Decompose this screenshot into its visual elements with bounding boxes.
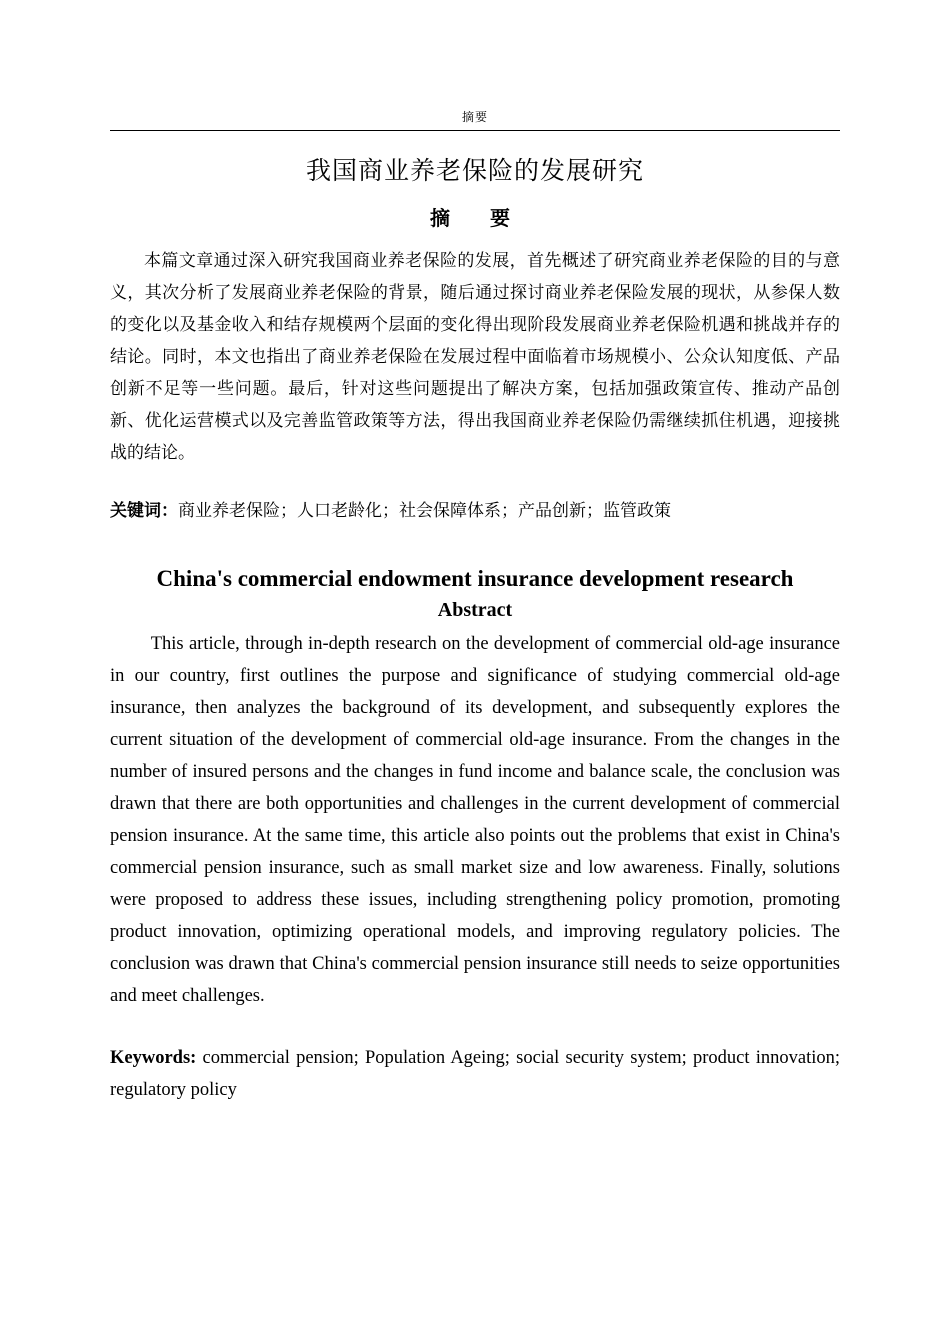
header-divider xyxy=(110,130,840,131)
keywords-label-cn: 关键词： xyxy=(110,500,178,521)
abstract-body-en: This article, through in-depth research on the development of commercial old-age insurance in our country, first outlines the purpose and significance of studying commercial old-age insurance, then analyzes the background of its development, and subsequently explores the current situation of the development of commercial old-age insurance. From the changes in the number of insured persons and the changes in fund income and balance scale, the conclusion was drawn that there are both opportunities and challenges in the current development of commercial pension insurance. At the same time, this article also points out the problems that exist in China's commercial pension insurance, such as small market size and low awareness. Finally, solutions were proposed to address these issues, including strengthening policy promotion, promoting product innovation, optimizing operational models, and improving regulatory policies. The conclusion was drawn that China's commercial pension insurance still needs to seize opportunities and meet challenges. xyxy=(110,634,840,1007)
abstract-heading-en: Abstract xyxy=(437,599,513,622)
keywords-cn xyxy=(110,495,840,527)
keywords-en xyxy=(110,1042,840,1106)
running-header: 摘要 xyxy=(461,110,488,124)
abstract-body-cn: 本篇文章通过深入研究我国商业养老保险的发展，首先概述了研究商业养老保险的目的与意义，其次分析了发展商业养老保险的背景，随后通过探讨商业养老保险发展的现状，从参保人数的变化以及基金收入和结存规模两个层面的变化得出现阶段发展商业养老保险机遇和挑战并存的结论。同时，本文也指出了商业养老保险在发展过程中面临着市场规模小、公众认知度低、产品创新不足等一些问题。最后，针对这些问题提出了解决方案，包括加强政策宣传、推动产品创新、优化运营模式以及完善监管政策等方法，得出我国商业养老保险仍需继续抓住机遇，迎接挑战的结论。 xyxy=(110,250,840,463)
keywords-value-cn: 商业养老保险；人口老龄化；社会保障体系；产品创新；监管政策 xyxy=(178,500,671,521)
keywords-label-en: Keywords: xyxy=(110,1048,197,1069)
page-title-en: China's commercial endowment insurance development research xyxy=(156,565,794,591)
page-content xyxy=(110,155,840,1106)
keywords-text-en: commercial pension; Population Ageing; social security system; product innovation; regulatory policy xyxy=(110,1048,840,1101)
abstract-heading-cn: 摘 要 xyxy=(430,205,520,230)
page-title: 我国商业养老保险的发展研究 xyxy=(305,156,644,185)
